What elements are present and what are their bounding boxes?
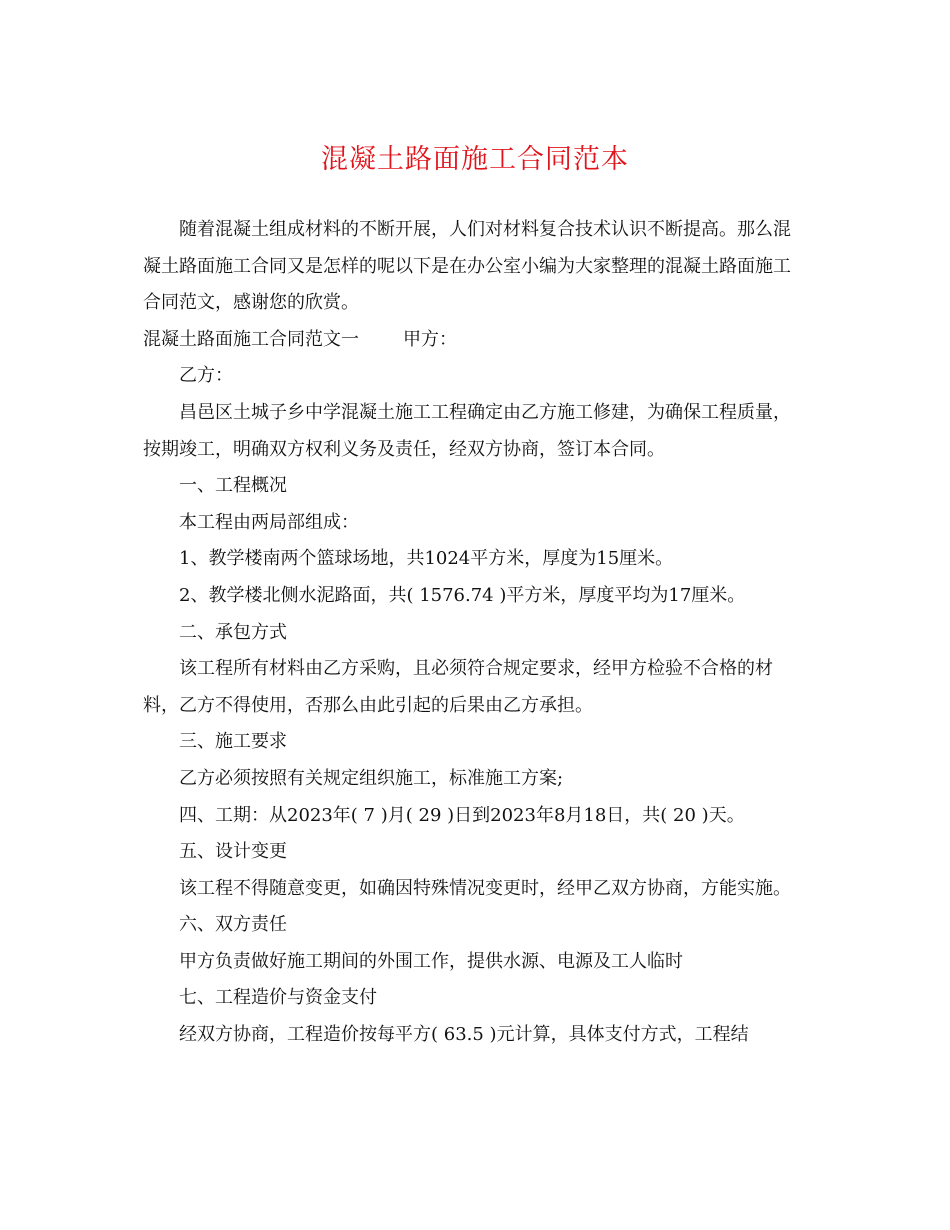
- intro-paragraph: 随着混凝土组成材料的不断开展，人们对材料复合技术认识不断提高。那么混凝土路面施工合同又是怎样的呢以下是在办公室小编为大家整理的混凝土路面施工合同范文，感谢您的欣赏。: [143, 219, 791, 314]
- section-2-text: 该工程所有材料由乙方采购，且必须符合规定要求，经甲方检验不合格的材料，乙方不得使用，否那么由此引起的后果由乙方承担。: [143, 658, 773, 716]
- section-1-intro: 本工程由两局部组成：: [179, 511, 359, 533]
- section-2-heading: 二、承包方式: [179, 621, 287, 643]
- section-6-text: 甲方负责做好施工期间的外围工作，提供水源、电源及工人临时: [179, 950, 683, 972]
- contract-heading-line: [143, 322, 803, 359]
- section-3-text: 乙方必须按照有关规定组织施工，标准施工方案;: [179, 767, 564, 789]
- section-7-heading: 七、工程造价与资金支付: [179, 987, 377, 1009]
- section-5-heading: 五、设计变更: [179, 841, 287, 863]
- section-6-heading: 六、双方责任: [179, 914, 287, 936]
- section-1-item-1: 1、教学楼南两个篮球场地，共1024平方米，厚度为15厘米。: [179, 548, 674, 570]
- party-b-label: 乙方：: [179, 365, 233, 387]
- document-title: 混凝土路面施工合同范本: [321, 144, 629, 175]
- section-1-item-2: 2、教学楼北侧水泥路面，共( 1576.74 )平方米，厚度平均为17厘米。: [179, 584, 746, 606]
- section-1-heading: 一、工程概况: [179, 475, 287, 497]
- section-4-text: 四、工期：从2023年( 7 )月( 29 )日到2023年8月18日，共( 20 )天。: [179, 804, 745, 826]
- contract-heading: 混凝土路面施工合同范文一: [143, 328, 359, 350]
- section-5-text: 该工程不得随意变更，如确因特殊情况变更时，经甲乙双方协商，方能实施。: [179, 877, 791, 899]
- section-3-heading: 三、施工要求: [179, 731, 287, 753]
- section-7-text: 经双方协商，工程造价按每平方( 63.5 )元计算，具体支付方式，工程结: [179, 1024, 749, 1046]
- preamble-paragraph: 昌邑区土城子乡中学混凝土施工工程确定由乙方施工修建，为确保工程质量，按期竣工，明确双方权利义务及责任，经双方协商，签订本合同。: [143, 401, 791, 460]
- document-body: [143, 212, 803, 1054]
- party-a-label: 甲方：: [403, 328, 457, 350]
